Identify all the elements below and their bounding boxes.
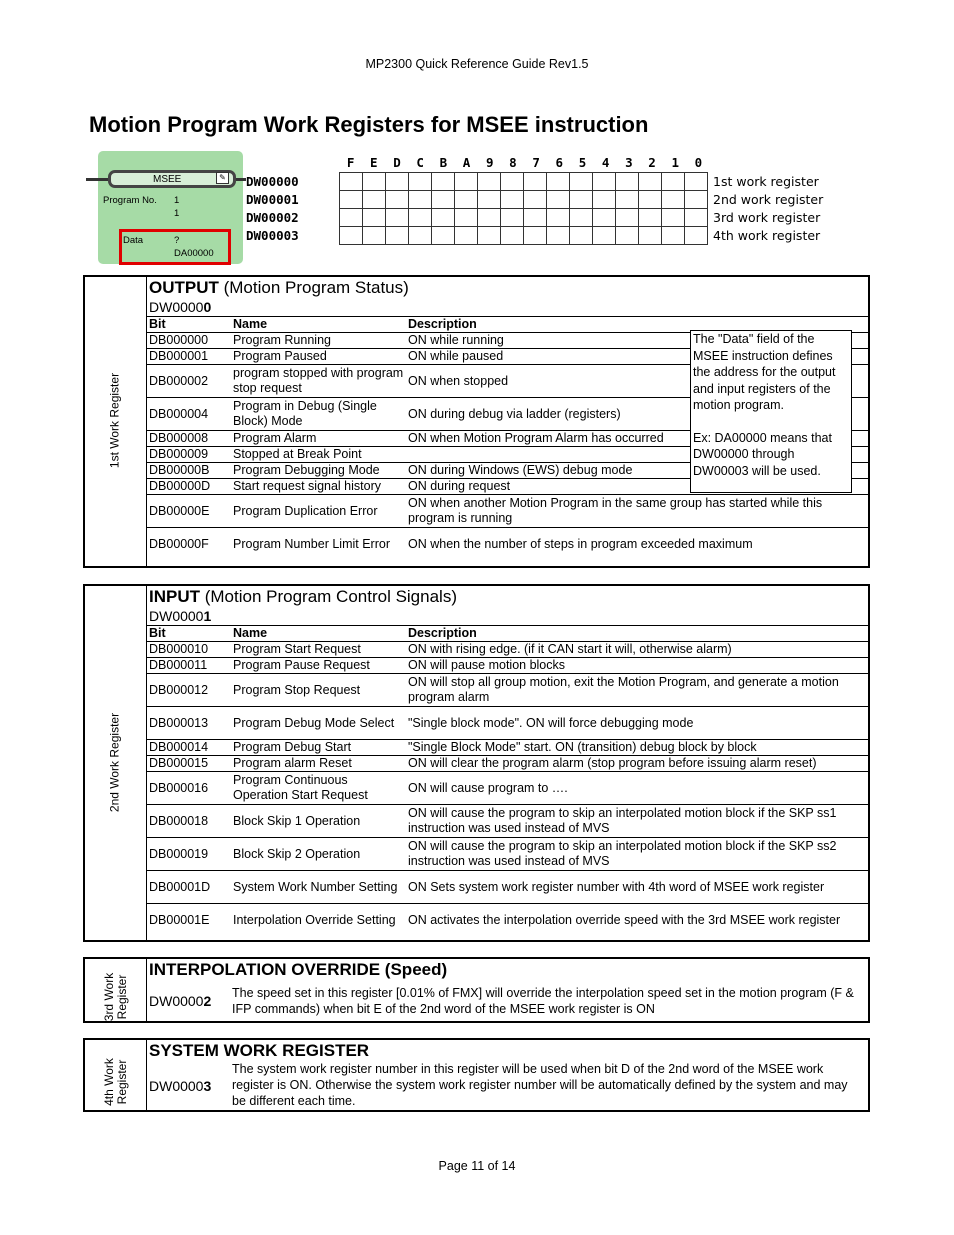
override-register: [149, 993, 211, 1009]
bit-header: E: [370, 155, 378, 170]
bit-grid-row: [340, 191, 708, 209]
cell-bit: DB00000F: [147, 528, 231, 561]
bit-cell: [432, 209, 455, 227]
bit-cell: [547, 209, 570, 227]
cell-desc: ON Sets system work register number with 4th word of MSEE work register: [406, 871, 868, 904]
cell-desc: ON will pause motion blocks: [406, 658, 868, 674]
cell-bit: DB00000B: [147, 463, 231, 479]
bit-cell: [501, 191, 524, 209]
bit-cell: [409, 227, 432, 245]
bit-header: 1: [671, 155, 679, 170]
cell-desc: ON during Windows (EWS) debug mode: [406, 463, 868, 479]
cell-name: program stopped with program stop request: [231, 365, 406, 398]
input-title: [147, 586, 868, 607]
cell-bit: DB000018: [147, 805, 231, 838]
input-side-column: [85, 586, 147, 940]
override-description: The speed set in this register [0.01% of FMX] will override the interpolation speed set in the motion program (F & IFP commands) when bit E of the 2nd word of the MSEE work register is ON: [232, 986, 854, 1016]
system-side-label-line1: 4th Work: [102, 1058, 116, 1106]
input-register-suffix: 1: [203, 608, 212, 624]
bit-cell: [570, 191, 593, 209]
cell-name: Program Continuous Operation Start Request: [231, 772, 406, 805]
bit-cell: [570, 209, 593, 227]
cell-name: Block Skip 1 Operation: [231, 805, 406, 838]
bit-cell: [639, 173, 662, 191]
note-example: Ex: DA00000 means that DW00000 through DW00003 will be used.: [693, 430, 832, 478]
bit-cell: [455, 191, 478, 209]
table-row: [147, 642, 868, 658]
cell-name: Program Stop Request: [231, 674, 406, 707]
bit-cell: [547, 173, 570, 191]
table-row: [147, 707, 868, 740]
output-side-column: [85, 277, 147, 566]
cell-bit: DB000019: [147, 838, 231, 871]
cell-bit: DB000013: [147, 707, 231, 740]
cell-name: Program Number Limit Error: [231, 528, 406, 561]
cell-desc: ON with rising edge. (if it CAN start it will, otherwise alarm): [406, 642, 868, 658]
data-field-note: [690, 330, 852, 493]
bit-header: 5: [578, 155, 587, 170]
msee-lead-line: [86, 178, 108, 181]
bit-cell: [432, 227, 455, 245]
bit-cell: [593, 209, 616, 227]
input-title-bold: INPUT: [149, 587, 200, 606]
bit-grid: [339, 172, 708, 245]
cell-desc: ON when another Motion Program in the same group has started while this program is running: [406, 495, 868, 528]
bit-header: 6: [555, 155, 564, 170]
table-header-row: [147, 626, 868, 642]
system-description: The system work register number in this register will be used when bit D of the 2nd word of the MSEE work register is ON. Otherwise the system work register number will be automatically defined by the system and may be different each time.: [232, 1062, 848, 1108]
cell-desc: ON will cause the program to skip an interpolated motion block if the SKP ss1 instruction was used instead of MVS: [406, 805, 868, 838]
page-footer: Page 11 of 14: [438, 1159, 516, 1173]
bit-cell: [478, 209, 501, 227]
bit-cell: [616, 227, 639, 245]
bit-cell: [662, 173, 685, 191]
bit-cell: [593, 191, 616, 209]
override-title: INTERPOLATION OVERRIDE (Speed): [149, 960, 448, 979]
cell-name: System Work Number Setting: [231, 871, 406, 904]
bit-cell: [662, 227, 685, 245]
cell-name: Program Duplication Error: [231, 495, 406, 528]
register-name: DW00003: [246, 228, 299, 243]
bit-cell: [432, 173, 455, 191]
bit-cell: [386, 191, 409, 209]
bit-cell: [478, 227, 501, 245]
cell-bit: DB000016: [147, 772, 231, 805]
cell-desc: ON activates the interpolation override speed with the 3rd MSEE work register: [406, 904, 868, 937]
bit-header: F: [346, 155, 355, 170]
output-register-prefix: DW0000: [149, 299, 204, 315]
system-register: [149, 1078, 211, 1094]
cell-name: Program Paused: [231, 349, 406, 365]
cell-bit: DB00000D: [147, 479, 231, 495]
bit-cell: [363, 209, 386, 227]
bit-cell: [593, 173, 616, 191]
cell-name: Block Skip 2 Operation: [231, 838, 406, 871]
cell-bit: DB00001D: [147, 871, 231, 904]
cell-desc: ON will cause program to ….: [406, 772, 868, 805]
bit-grid-row: [340, 173, 708, 191]
work-register-label: 1st work register: [713, 174, 819, 189]
cell-bit: DB000008: [147, 431, 231, 447]
cell-bit: DB000011: [147, 658, 231, 674]
cell-bit: DB000001: [147, 349, 231, 365]
system-side-column: [85, 1040, 147, 1110]
work-register-label: 3rd work register: [713, 210, 821, 225]
column-header: Bit: [147, 626, 231, 642]
bit-cell: [432, 191, 455, 209]
bit-cell: [524, 209, 547, 227]
register-name: DW00001: [246, 192, 299, 207]
cell-desc: ON while paused: [406, 349, 868, 365]
bit-cell: [386, 227, 409, 245]
cell-name: Start request signal history: [231, 479, 406, 495]
cell-bit: DB00000E: [147, 495, 231, 528]
bit-cell: [455, 209, 478, 227]
bit-cell: [685, 191, 708, 209]
bit-cell: [639, 209, 662, 227]
msee-name: MSEE: [153, 174, 182, 185]
override-side-label-line1: 3rd Work: [102, 972, 116, 1022]
bit-cell: [685, 173, 708, 191]
msee-program-value-2: 1: [174, 208, 180, 219]
cell-name: Program Alarm: [231, 431, 406, 447]
table-row: [147, 805, 868, 838]
system-title: SYSTEM WORK REGISTER: [149, 1041, 370, 1060]
cell-bit: DB000014: [147, 740, 231, 756]
msee-edit-icon: ✎: [216, 172, 229, 184]
bit-cell: [593, 227, 616, 245]
bit-cell: [386, 173, 409, 191]
cell-name: Program alarm Reset: [231, 756, 406, 772]
override-register-section: [83, 957, 870, 1023]
cell-bit: DB000015: [147, 756, 231, 772]
table-row: [147, 838, 868, 871]
bit-header: 8: [509, 155, 517, 170]
cell-desc: ON when the number of steps in program exceeded maximum: [406, 528, 868, 561]
page-header: MP2300 Quick Reference Guide Rev1.5: [365, 57, 589, 71]
table-row: [147, 658, 868, 674]
column-header: Bit: [147, 317, 231, 333]
override-register-prefix: DW0000: [149, 993, 204, 1009]
cell-name: Program Start Request: [231, 642, 406, 658]
cell-bit: DB000002: [147, 365, 231, 398]
bit-cell: [478, 191, 501, 209]
cell-name: Program Running: [231, 333, 406, 349]
bit-cell: [340, 173, 363, 191]
msee-data-label: Data: [123, 235, 144, 246]
register-name: DW00002: [246, 210, 299, 225]
bit-cell: [409, 173, 432, 191]
msee-data-value: DA00000: [174, 248, 214, 259]
note-text: The "Data" field of the MSEE instruction defines the address for the output and input registers of the motion program.: [693, 332, 836, 412]
bit-cell: [685, 227, 708, 245]
cell-name: Program in Debug (Single Block) Mode: [231, 398, 406, 431]
bit-cell: [363, 227, 386, 245]
bit-cell: [386, 209, 409, 227]
bit-cell: [547, 227, 570, 245]
input-table: [147, 625, 868, 936]
cell-desc: ON during debug via ladder (registers): [406, 398, 868, 431]
bit-cell: [455, 227, 478, 245]
cell-desc: ON when stopped: [406, 365, 868, 398]
bit-cell: [616, 209, 639, 227]
system-register-prefix: DW0000: [149, 1078, 204, 1094]
bit-cell: [478, 173, 501, 191]
bit-header: A: [462, 155, 471, 170]
bit-header: 3: [625, 155, 633, 170]
bit-cell: [363, 191, 386, 209]
system-register-section: [83, 1038, 870, 1112]
cell-desc: ON will stop all group motion, exit the Motion Program, and generate a motion program alarm: [406, 674, 868, 707]
bit-grid-row: [340, 227, 708, 245]
table-row: [147, 772, 868, 805]
output-register-suffix: 0: [203, 299, 212, 315]
cell-desc: "Single block mode". ON will force debugging mode: [406, 707, 868, 740]
output-title-bold: OUTPUT: [149, 278, 219, 297]
bit-cell: [616, 191, 639, 209]
input-title-rest: (Motion Program Control Signals): [200, 587, 457, 606]
cell-bit: DB000004: [147, 398, 231, 431]
register-name: DW00000: [246, 174, 299, 189]
bit-cell: [685, 209, 708, 227]
work-register-label: 4th work register: [713, 228, 821, 243]
column-header: Description: [406, 317, 868, 333]
bit-cell: [547, 191, 570, 209]
bit-header-row: [339, 155, 710, 170]
table-row: [147, 495, 868, 528]
bit-cell: [363, 173, 386, 191]
cell-name: Program Pause Request: [231, 658, 406, 674]
table-row: [147, 871, 868, 904]
bit-header: 0: [694, 155, 703, 170]
cell-name: Interpolation Override Setting: [231, 904, 406, 937]
bit-cell: [501, 209, 524, 227]
override-side-column: [85, 959, 147, 1021]
bit-header: B: [439, 155, 448, 170]
input-register-section: [83, 584, 870, 942]
cell-name: Stopped at Break Point: [231, 447, 406, 463]
bit-cell: [524, 227, 547, 245]
bit-cell: [570, 227, 593, 245]
system-side-label-line2: Register: [115, 1059, 129, 1105]
bit-cell: [501, 173, 524, 191]
table-row: [147, 674, 868, 707]
bit-cell: [340, 227, 363, 245]
cell-name: Program Debugging Mode: [231, 463, 406, 479]
cell-desc: ON during request: [406, 479, 868, 495]
cell-desc: ON while running: [406, 333, 868, 349]
bit-cell: [455, 173, 478, 191]
bit-cell: [524, 191, 547, 209]
bit-cell: [409, 191, 432, 209]
cell-bit: DB00001E: [147, 904, 231, 937]
bit-header: 7: [532, 155, 540, 170]
bit-header: 4: [601, 155, 610, 170]
cell-desc: ON when Motion Program Alarm has occurred: [406, 431, 868, 447]
bit-cell: [340, 191, 363, 209]
override-side-label: [103, 952, 129, 1042]
output-title: [147, 277, 868, 298]
cell-desc: ON will clear the program alarm (stop program before issuing alarm reset): [406, 756, 868, 772]
input-side-label: 2nd Work Register: [107, 712, 122, 813]
column-header: Description: [406, 626, 868, 642]
bit-cell: [662, 209, 685, 227]
cell-name: Program Debug Mode Select: [231, 707, 406, 740]
bit-cell: [524, 173, 547, 191]
bit-grid-row: [340, 209, 708, 227]
cell-desc: "Single Block Mode" start. ON (transition) debug block by block: [406, 740, 868, 756]
bit-cell: [340, 209, 363, 227]
table-row: [147, 528, 868, 561]
bit-cell: [616, 173, 639, 191]
table-row: [147, 740, 868, 756]
work-register-label: 2nd work register: [713, 192, 824, 207]
output-title-rest: (Motion Program Status): [218, 278, 409, 297]
msee-program-value-1: 1: [174, 195, 180, 206]
bit-cell: [409, 209, 432, 227]
output-register: [147, 298, 868, 316]
input-register-prefix: DW0000: [149, 608, 204, 624]
bit-header: D: [393, 155, 401, 170]
bit-header: 9: [485, 155, 494, 170]
page-title: Motion Program Work Registers for MSEE instruction: [89, 112, 649, 137]
output-side-label: 1st Work Register: [107, 372, 122, 469]
table-row: [147, 904, 868, 937]
table-row: [147, 756, 868, 772]
bit-cell: [662, 191, 685, 209]
cell-desc: ON will cause the program to skip an interpolated motion block if the SKP ss2 instruction was used instead of MVS: [406, 838, 868, 871]
bit-cell: [639, 191, 662, 209]
bit-cell: [501, 227, 524, 245]
system-register-suffix: 3: [203, 1078, 212, 1094]
cell-bit: DB000009: [147, 447, 231, 463]
bit-header: 2: [648, 155, 656, 170]
bit-header: C: [416, 155, 424, 170]
msee-data-q: ?: [174, 235, 180, 246]
cell-name: Program Debug Start: [231, 740, 406, 756]
msee-data-highlight: [119, 229, 231, 265]
override-register-suffix: 2: [203, 993, 212, 1009]
system-side-label: [103, 1037, 129, 1127]
bit-cell: [570, 173, 593, 191]
bit-cell: [639, 227, 662, 245]
column-header: Name: [231, 317, 406, 333]
cell-bit: DB000012: [147, 674, 231, 707]
override-side-label-line2: Register: [115, 974, 129, 1020]
msee-output-line: [236, 178, 246, 181]
column-header: Name: [231, 626, 406, 642]
msee-program-label: Program No.: [103, 195, 157, 206]
cell-bit: DB000010: [147, 642, 231, 658]
input-register: [147, 607, 868, 625]
cell-bit: DB000000: [147, 333, 231, 349]
